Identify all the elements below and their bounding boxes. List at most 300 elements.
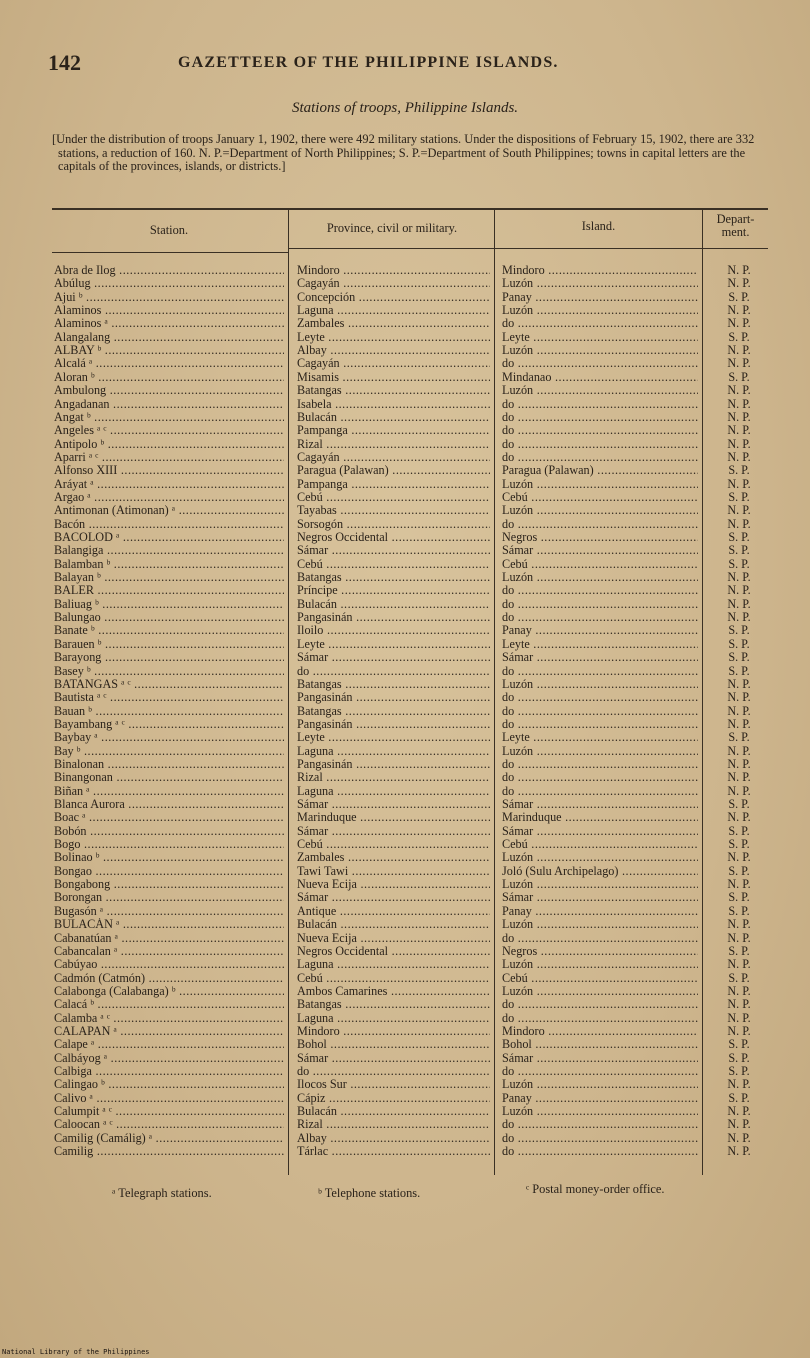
department-cell: N. P. (727, 783, 751, 798)
department-cell: N. P. (727, 690, 751, 705)
island-cell: Luzón ..... (502, 344, 698, 357)
table-row (0, 264, 810, 277)
department-cell: S. P. (728, 1037, 750, 1052)
column-header-department (703, 213, 768, 239)
province-cell: Sámar ..... (297, 544, 490, 557)
table-row (0, 398, 810, 411)
department-cell: N. P. (727, 1117, 751, 1132)
station-cell: Alangalang ..... (54, 331, 284, 344)
department-cell: N. P. (727, 409, 751, 424)
department-cell: N. P. (727, 957, 751, 972)
station-cell: Bongabong ..... (54, 878, 284, 891)
island-cell: do ..... (502, 705, 698, 718)
province-cell: Albay ..... (297, 1132, 490, 1145)
island-cell: Luzón ..... (502, 958, 698, 971)
page-number: 142 (48, 50, 81, 75)
station-cell: Calingao ᵇ ..... (54, 1078, 284, 1091)
station-cell: Caloocan ᵃ ᶜ ..... (54, 1118, 284, 1131)
island-cell: do ..... (502, 424, 698, 437)
island-cell: do ..... (502, 691, 698, 704)
department-cell: S. P. (728, 329, 750, 344)
station-cell: Bautista ᵃ ᶜ ..... (54, 691, 284, 704)
station-cell: Baybay ᵃ ..... (54, 731, 284, 744)
table-row (0, 518, 810, 531)
island-cell: Negros ..... (502, 531, 698, 544)
department-cell: N. P. (727, 917, 751, 932)
department-cell: S. P. (728, 556, 750, 571)
island-cell: Sámar ..... (502, 651, 698, 664)
department-cell: N. P. (727, 316, 751, 331)
department-cell: N. P. (727, 770, 751, 785)
header-bottom-rule-1 (52, 252, 288, 253)
island-cell: Leyte ..... (502, 638, 698, 651)
station-cell: Cabanatúan ᵃ ..... (54, 932, 284, 945)
table-row (0, 838, 810, 851)
island-cell: Bohol ..... (502, 1038, 698, 1051)
department-cell: S. P. (728, 797, 750, 811)
island-cell: do ..... (502, 1012, 698, 1025)
station-cell: Alcalá ᵃ ..... (54, 357, 284, 370)
province-cell: Laguna ..... (297, 304, 490, 317)
province-cell: Cebú ..... (297, 491, 490, 504)
island-cell: do ..... (502, 785, 698, 798)
table-row (0, 411, 810, 424)
province-cell: Nueva Ecija ..... (297, 932, 490, 945)
department-cell: N. P. (727, 716, 751, 731)
island-cell: do ..... (502, 932, 698, 945)
station-cell: Abúlug ..... (54, 277, 284, 290)
province-cell: Sámar ..... (297, 651, 490, 664)
island-cell: do ..... (502, 718, 698, 731)
table-row (0, 478, 810, 491)
province-cell: Príncipe ..... (297, 584, 490, 597)
department-cell: N. P. (727, 610, 751, 625)
province-cell: Ambos Camarines ..... (297, 985, 490, 998)
island-cell: Negros ..... (502, 945, 698, 958)
department-cell: S. P. (728, 903, 750, 918)
table-row (0, 691, 810, 704)
table-row (0, 504, 810, 517)
station-cell: Angadanan ..... (54, 398, 284, 411)
table-row (0, 1038, 810, 1051)
province-cell: Ilocos Sur ..... (297, 1078, 490, 1091)
table-row (0, 558, 810, 571)
station-cell: Cadmón (Catmón) ..... (54, 972, 284, 985)
station-cell: CALAPAN ᵃ ..... (54, 1025, 284, 1038)
station-cell: Argao ᵃ ..... (54, 491, 284, 504)
table-row (0, 451, 810, 464)
province-cell: do ..... (297, 1065, 490, 1078)
province-cell: Rizal ..... (297, 438, 490, 451)
station-cell: Alfonso XIII ..... (54, 464, 284, 477)
station-cell: BULACÁN ᵃ ..... (54, 918, 284, 931)
province-cell: Leyte ..... (297, 331, 490, 344)
table-row (0, 598, 810, 611)
province-cell: Batangas ..... (297, 705, 490, 718)
table-row (0, 985, 810, 998)
station-cell: Aloran ᵇ ..... (54, 371, 284, 384)
island-cell: do ..... (502, 665, 698, 678)
island-cell: Leyte ..... (502, 331, 698, 344)
department-cell: N. P. (727, 583, 751, 598)
department-cell: N. P. (727, 850, 751, 865)
island-cell: Sámar ..... (502, 891, 698, 904)
department-cell: S. P. (728, 863, 750, 878)
station-cell: Ambulong ..... (54, 384, 284, 397)
station-cell: Calamba ᵃ ᶜ ..... (54, 1012, 284, 1025)
station-cell: Camilig (Camálig) ᵃ ..... (54, 1132, 284, 1145)
province-cell: Zambales ..... (297, 317, 490, 330)
department-cell: S. P. (728, 730, 750, 745)
table-top-rule (52, 208, 768, 210)
island-cell: Leyte ..... (502, 731, 698, 744)
station-cell: Bauan ᵇ ..... (54, 705, 284, 718)
island-cell: do ..... (502, 998, 698, 1011)
island-cell: Luzón ..... (502, 678, 698, 691)
province-cell: Pangasinán ..... (297, 611, 490, 624)
station-cell: Antipolo ᵇ ..... (54, 438, 284, 451)
station-cell: Basey ᵇ ..... (54, 665, 284, 678)
footnote-postal: ᶜ Postal money-order office. (526, 1182, 665, 1196)
island-cell: do ..... (502, 758, 698, 771)
table-row (0, 918, 810, 931)
island-cell: Cebú ..... (502, 972, 698, 985)
department-header-line-1: Depart- (716, 212, 755, 226)
province-cell: Leyte ..... (297, 638, 490, 651)
island-cell: do ..... (502, 1132, 698, 1145)
island-cell: Sámar ..... (502, 544, 698, 557)
province-cell: Pangasinán ..... (297, 758, 490, 771)
province-cell: Leyte ..... (297, 731, 490, 744)
table-row (0, 438, 810, 451)
station-cell: Abra de Ilog ..... (54, 264, 284, 277)
province-cell: Concepción ..... (297, 291, 490, 304)
department-cell: S. P. (728, 463, 750, 478)
island-cell: Panay ..... (502, 1092, 698, 1105)
table-row (0, 384, 810, 397)
province-cell: Tárlac ..... (297, 1145, 490, 1158)
province-cell: Laguna ..... (297, 1012, 490, 1025)
department-cell: N. P. (727, 596, 751, 611)
department-cell: N. P. (727, 676, 751, 691)
island-cell: Cebú ..... (502, 838, 698, 851)
province-cell: Albay ..... (297, 344, 490, 357)
province-cell: Bulacán ..... (297, 411, 490, 424)
island-cell: Luzón ..... (502, 384, 698, 397)
table-row (0, 491, 810, 504)
province-cell: Laguna ..... (297, 785, 490, 798)
department-cell: N. P. (727, 703, 751, 718)
station-cell: Bobón ..... (54, 825, 284, 838)
table-row (0, 798, 810, 811)
header-bottom-rule-3 (495, 248, 702, 249)
department-cell: S. P. (728, 943, 750, 958)
station-cell: Bongao ..... (54, 865, 284, 878)
department-cell: N. P. (727, 1023, 751, 1038)
island-cell: do ..... (502, 398, 698, 411)
table-row (0, 638, 810, 651)
island-cell: Mindoro ..... (502, 264, 698, 277)
table-row (0, 945, 810, 958)
library-credit: National Library of the Philippines (2, 1348, 150, 1356)
table-row (0, 651, 810, 664)
province-cell: Cebú ..... (297, 558, 490, 571)
station-cell: Calivo ᵃ ..... (54, 1092, 284, 1105)
header-bottom-rule-2 (289, 248, 494, 249)
province-cell: Cagayán ..... (297, 451, 490, 464)
island-cell: Mindanao ..... (502, 371, 698, 384)
station-cell: Calacá ᵇ ..... (54, 998, 284, 1011)
table-row (0, 357, 810, 370)
province-cell: Bulacán ..... (297, 1105, 490, 1118)
department-cell: S. P. (728, 663, 750, 678)
table-row (0, 611, 810, 624)
department-cell: N. P. (727, 810, 751, 825)
station-cell: Bayambang ᵃ ᶜ ..... (54, 718, 284, 731)
province-cell: Negros Occidental ..... (297, 531, 490, 544)
province-cell: Rizal ..... (297, 1118, 490, 1131)
department-cell: S. P. (728, 289, 750, 304)
department-cell: S. P. (728, 837, 750, 852)
station-cell: Angat ᵇ ..... (54, 411, 284, 424)
table-row (0, 1118, 810, 1131)
department-cell: S. P. (728, 1064, 750, 1078)
province-cell: Cebú ..... (297, 972, 490, 985)
station-cell: Angeles ᵃ ᶜ ..... (54, 424, 284, 437)
department-cell: S. P. (728, 1090, 750, 1105)
station-cell: BATANGAS ᵃ ᶜ ..... (54, 678, 284, 691)
province-cell: do ..... (297, 665, 490, 678)
province-cell: Bulacán ..... (297, 918, 490, 931)
station-cell: Baliuag ᵇ ..... (54, 598, 284, 611)
department-cell: S. P. (728, 489, 750, 504)
table-row (0, 785, 810, 798)
island-cell: Luzón ..... (502, 1105, 698, 1118)
department-cell: N. P. (727, 436, 751, 451)
table-row (0, 531, 810, 544)
station-cell: Bacón ..... (54, 518, 284, 531)
table-row (0, 331, 810, 344)
department-cell: S. P. (728, 650, 750, 665)
department-cell: S. P. (728, 543, 750, 558)
department-cell: N. P. (727, 503, 751, 518)
island-cell: Luzón ..... (502, 985, 698, 998)
table-row (0, 1092, 810, 1105)
table-row (0, 758, 810, 771)
department-cell: N. P. (727, 1077, 751, 1092)
province-cell: Paragua (Palawan) ..... (297, 464, 490, 477)
station-cell: BALER ..... (54, 584, 284, 597)
province-cell: Sámar ..... (297, 798, 490, 811)
table-row (0, 878, 810, 891)
station-cell: Aparri ᵃ ᶜ ..... (54, 451, 284, 464)
station-cell: Balamban ᵇ ..... (54, 558, 284, 571)
table-row (0, 678, 810, 691)
province-cell: Nueva Ecija ..... (297, 878, 490, 891)
column-header-island: Island. (581, 219, 616, 233)
table-row (0, 1012, 810, 1025)
station-cell: Alaminos ᵃ ..... (54, 317, 284, 330)
running-title: GAZETTEER OF THE PHILIPPINE ISLANDS. (178, 54, 559, 71)
department-cell: S. P. (728, 823, 750, 838)
island-cell: do ..... (502, 438, 698, 451)
table-row (0, 624, 810, 637)
department-cell: S. P. (728, 369, 750, 384)
department-cell: S. P. (728, 530, 750, 544)
table-row (0, 745, 810, 758)
island-cell: Luzón ..... (502, 571, 698, 584)
department-cell: N. P. (727, 930, 751, 945)
station-cell: Binangonan ..... (54, 771, 284, 784)
footnote-telegraph: ᵃ Telegraph stations. (112, 1186, 212, 1200)
table-row (0, 544, 810, 557)
island-cell: Luzón ..... (502, 851, 698, 864)
province-cell: Pampanga ..... (297, 424, 490, 437)
station-cell: Biñan ᵃ ..... (54, 785, 284, 798)
island-cell: Cebú ..... (502, 558, 698, 571)
department-header-line-2: ment. (721, 225, 750, 239)
department-cell: N. P. (727, 343, 751, 358)
province-cell: Cagayán ..... (297, 277, 490, 290)
department-cell: N. P. (727, 1010, 751, 1025)
table-row (0, 584, 810, 597)
station-cell: Bogo ..... (54, 838, 284, 851)
station-cell: Banate ᵇ ..... (54, 624, 284, 637)
department-cell: N. P. (727, 396, 751, 411)
province-cell: Tawi Tawi ..... (297, 865, 490, 878)
island-cell: do ..... (502, 771, 698, 784)
island-cell: Mindoro ..... (502, 1025, 698, 1038)
island-cell: do ..... (502, 598, 698, 611)
island-cell: do ..... (502, 1065, 698, 1078)
department-cell: N. P. (727, 383, 751, 398)
province-cell: Laguna ..... (297, 745, 490, 758)
table-row (0, 304, 810, 317)
page-header (48, 50, 648, 76)
province-cell: Negros Occidental ..... (297, 945, 490, 958)
column-header-province: Province, civil or military. (326, 221, 458, 235)
department-cell: N. P. (727, 476, 751, 491)
province-cell: Bohol ..... (297, 1038, 490, 1051)
table-row (0, 972, 810, 985)
table-row (0, 932, 810, 945)
station-cell: Bolinao ᵇ ..... (54, 851, 284, 864)
island-cell: do ..... (502, 317, 698, 330)
department-cell: S. P. (728, 636, 750, 651)
table-row (0, 424, 810, 437)
province-cell: Batangas ..... (297, 571, 490, 584)
island-cell: Luzón ..... (502, 478, 698, 491)
station-cell: Barauen ᵇ ..... (54, 638, 284, 651)
table-row (0, 705, 810, 718)
station-cell: Ajui ᵇ ..... (54, 291, 284, 304)
province-cell: Pampanga ..... (297, 478, 490, 491)
province-cell: Iloilo ..... (297, 624, 490, 637)
table-row (0, 731, 810, 744)
table-title: Stations of troops, Philippine Islands. (291, 100, 519, 116)
island-cell: do ..... (502, 357, 698, 370)
island-cell: Cebú ..... (502, 491, 698, 504)
department-cell: N. P. (727, 1104, 751, 1119)
island-cell: Sámar ..... (502, 825, 698, 838)
column-header-station: Station. (149, 223, 189, 237)
island-cell: do ..... (502, 451, 698, 464)
island-cell: do ..... (502, 518, 698, 531)
station-cell: Bay ᵇ ..... (54, 745, 284, 758)
province-cell: Mindoro ..... (297, 264, 490, 277)
province-cell: Batangas ..... (297, 998, 490, 1011)
department-cell: N. P. (727, 997, 751, 1012)
table-row (0, 1078, 810, 1091)
station-cell: Balayan ᵇ ..... (54, 571, 284, 584)
island-cell: Panay ..... (502, 905, 698, 918)
island-cell: Marinduque ..... (502, 811, 698, 824)
table-row (0, 1105, 810, 1118)
station-cell: Bugasón ᵃ ..... (54, 905, 284, 918)
province-cell: Pangasinán ..... (297, 691, 490, 704)
table-row (0, 718, 810, 731)
table-row (0, 1132, 810, 1145)
table-row (0, 1065, 810, 1078)
table-row (0, 905, 810, 918)
province-cell: Batangas ..... (297, 678, 490, 691)
island-cell: Luzón ..... (502, 304, 698, 317)
department-cell: N. P. (727, 877, 751, 892)
province-cell: Sámar ..... (297, 825, 490, 838)
province-cell: Sámar ..... (297, 1052, 490, 1065)
station-cell: Calumpit ᵃ ᶜ ..... (54, 1105, 284, 1118)
department-cell: N. P. (727, 756, 751, 771)
station-cell: Balangiga ..... (54, 544, 284, 557)
department-cell: N. P. (727, 303, 751, 318)
province-cell: Laguna ..... (297, 958, 490, 971)
island-cell: do ..... (502, 584, 698, 597)
station-cell: Borongan ..... (54, 891, 284, 904)
station-cell: Binalonan ..... (54, 758, 284, 771)
department-cell: N. P. (727, 449, 751, 464)
department-cell: N. P. (727, 263, 751, 277)
table-row (0, 1025, 810, 1038)
station-cell: Calape ᵃ ..... (54, 1038, 284, 1051)
island-cell: do ..... (502, 611, 698, 624)
station-cell: ALBAY ᵇ ..... (54, 344, 284, 357)
table-row (0, 291, 810, 304)
island-cell: Luzón ..... (502, 504, 698, 517)
province-cell: Sámar ..... (297, 891, 490, 904)
island-cell: Luzón ..... (502, 277, 698, 290)
island-cell: Luzón ..... (502, 745, 698, 758)
island-cell: Panay ..... (502, 291, 698, 304)
table-row (0, 317, 810, 330)
station-cell: Cabúyao ..... (54, 958, 284, 971)
station-cell: Alaminos ..... (54, 304, 284, 317)
table-row (0, 371, 810, 384)
station-cell: Calabonga (Calabanga) ᵇ ..... (54, 985, 284, 998)
department-cell: N. P. (727, 516, 751, 531)
province-cell: Batangas ..... (297, 384, 490, 397)
department-cell: N. P. (727, 1130, 751, 1145)
province-cell: Tayabas ..... (297, 504, 490, 517)
table-row (0, 464, 810, 477)
table-row (0, 811, 810, 824)
footnote-telephone: ᵇ Telephone stations. (318, 1186, 421, 1200)
department-cell: N. P. (727, 423, 751, 438)
table-row (0, 1052, 810, 1065)
province-cell: Rizal ..... (297, 771, 490, 784)
station-cell: BACOLOD ᵃ ..... (54, 531, 284, 544)
table-row (0, 665, 810, 678)
department-cell: N. P. (727, 570, 751, 585)
